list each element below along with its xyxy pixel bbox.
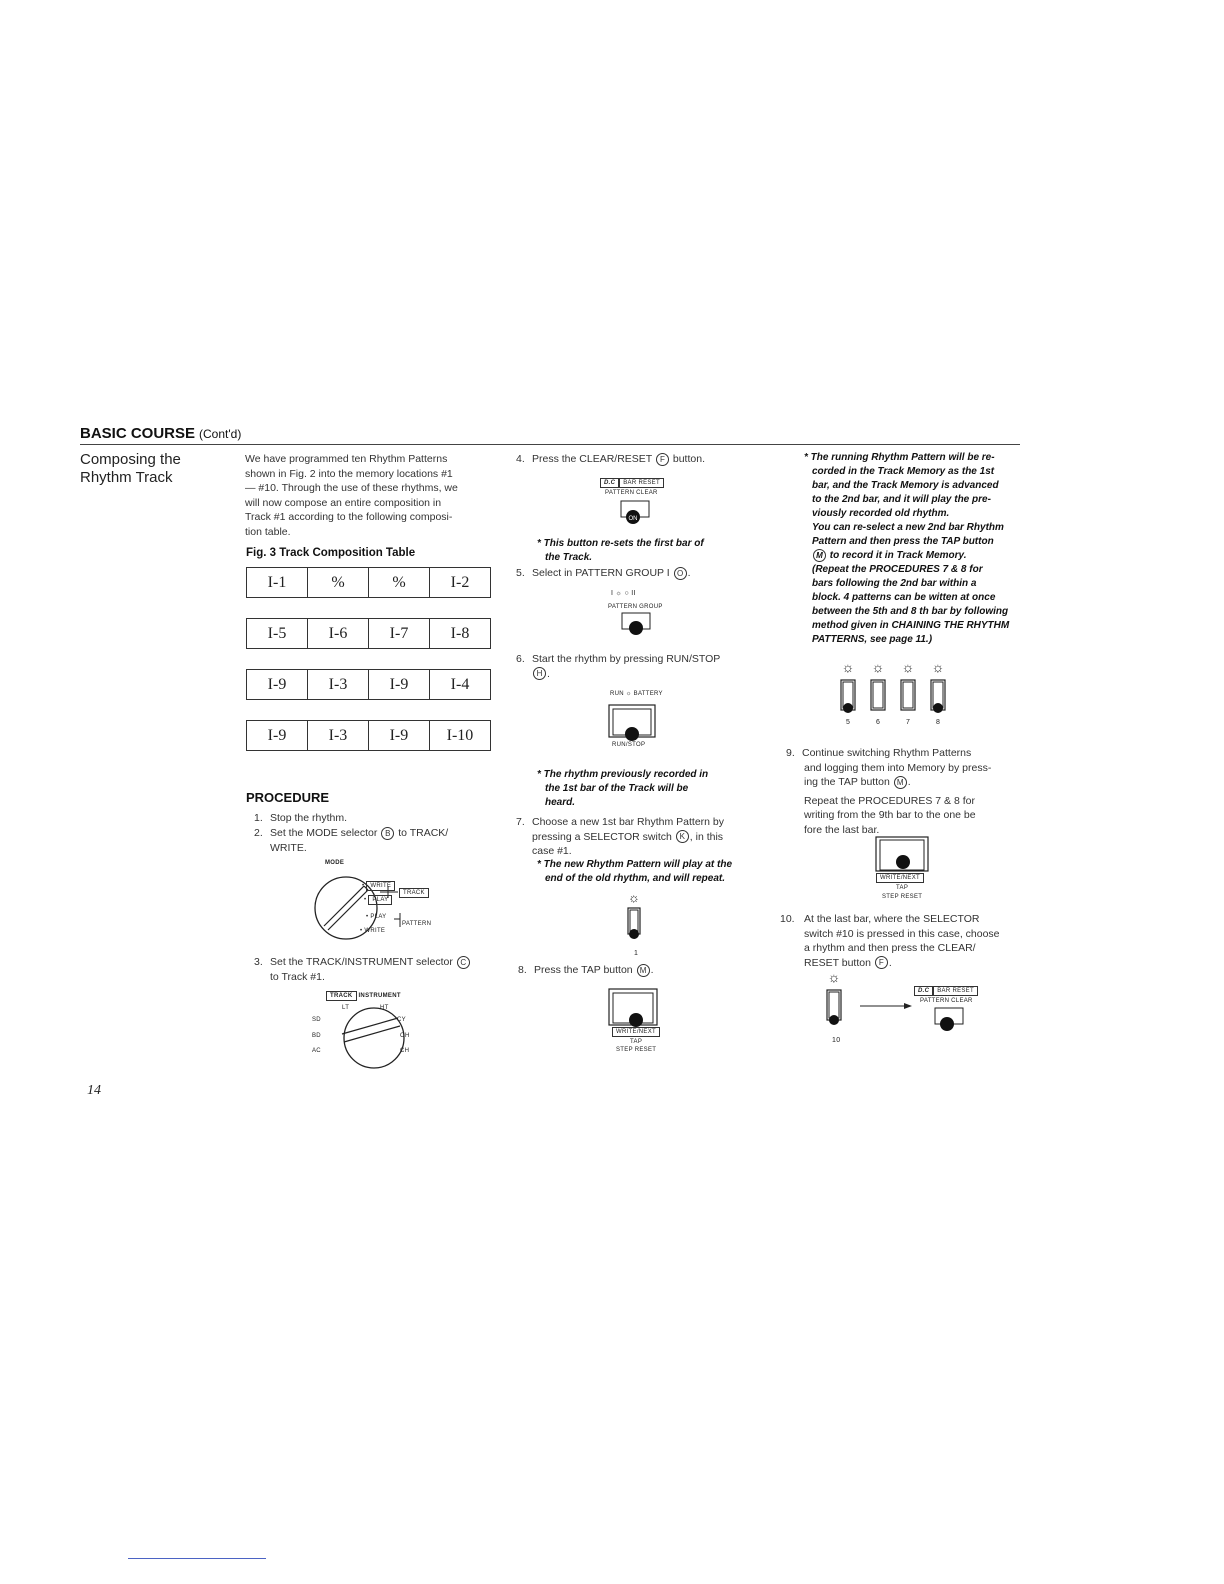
svg-text:☼: ☼ bbox=[871, 659, 885, 675]
note-line: * This button re-sets the first bar of bbox=[537, 538, 704, 549]
letter-c-badge: C bbox=[457, 956, 470, 969]
intro-line: will now compose an entire composition in bbox=[245, 496, 442, 509]
note-4 bbox=[537, 537, 704, 565]
intro-line: shown in Fig. 2 into the memory locations #1 bbox=[245, 467, 453, 480]
letter-m-badge: M bbox=[637, 964, 650, 977]
step-4: 4. Press the CLEAR/RESET F button. bbox=[516, 453, 705, 465]
step-text: Start the rhythm by pressing RUN/STOP bbox=[532, 653, 721, 665]
svg-text:☼: ☼ bbox=[827, 969, 841, 985]
on-text: ON bbox=[628, 516, 638, 522]
note-line: * The new Rhythm Pattern will play at the bbox=[537, 859, 733, 870]
step-text: WRITE. bbox=[270, 841, 307, 854]
composition-row-2 bbox=[246, 618, 491, 649]
step-text: button. bbox=[672, 453, 705, 465]
composition-row-1 bbox=[246, 567, 491, 598]
pattern-clear-label: PATTERN CLEAR bbox=[605, 490, 658, 496]
step-text: , in this bbox=[689, 830, 724, 843]
table-cell: % bbox=[368, 568, 429, 598]
selector-switches-5-8-icon bbox=[836, 658, 956, 720]
battery-label: BATTERY bbox=[633, 691, 663, 697]
dc-box: D.C bbox=[600, 478, 619, 488]
table-cell: I-9 bbox=[368, 721, 429, 751]
bar-reset-box: BAR RESET bbox=[619, 478, 664, 488]
step-5: 5. Select in PATTERN GROUP I O . bbox=[516, 567, 691, 579]
table-cell: I-5 bbox=[247, 619, 308, 649]
letter-f-badge: F bbox=[875, 956, 888, 969]
write-pattern-label: • WRITE bbox=[360, 928, 386, 934]
tap-label: TAP bbox=[630, 1039, 643, 1045]
pattern-group-label: PATTERN GROUP bbox=[608, 604, 663, 610]
table-cell: I-9 bbox=[247, 721, 308, 751]
pattern-group-indicators: I ☼ ○ II bbox=[611, 590, 636, 597]
note-6 bbox=[537, 768, 708, 810]
step-6: 6. Start the rhythm by pressing RUN/STOP H . bbox=[516, 653, 721, 680]
letter-o-badge: O bbox=[674, 567, 687, 580]
table-cell: I-3 bbox=[308, 670, 369, 700]
step-text: Set the TRACK/INSTRUMENT selector bbox=[270, 956, 453, 968]
note-line: bars following the 2nd bar within a bbox=[812, 578, 977, 590]
instrument-title bbox=[326, 991, 401, 1001]
oh-label: OH bbox=[400, 1033, 410, 1039]
cy-label: CY bbox=[397, 1017, 406, 1023]
run-label: RUN bbox=[610, 691, 624, 697]
step-line: Repeat the PROCEDURES 7 & 8 for bbox=[804, 794, 975, 807]
table-cell: I-7 bbox=[369, 619, 430, 649]
dc-box: D.C bbox=[914, 986, 933, 996]
instrument-selector-diagram bbox=[336, 1006, 416, 1072]
note-line: block. 4 patterns can be witten at once bbox=[812, 592, 996, 604]
step-9 bbox=[786, 746, 991, 837]
ht-label: HT bbox=[380, 1005, 389, 1011]
step-8: 8. Press the TAP button M . bbox=[518, 964, 654, 976]
run-battery-label: RUN ☼ BATTERY bbox=[610, 691, 663, 697]
page-number: 14 bbox=[87, 1083, 101, 1098]
intro-line: tion table. bbox=[245, 525, 291, 538]
table-cell: I-2 bbox=[430, 568, 491, 598]
run-stop-label: RUN/STOP bbox=[612, 742, 646, 748]
note-line: * The running Rhythm Pattern will be re- bbox=[804, 452, 995, 463]
step-line: fore the last bar. bbox=[804, 823, 880, 836]
step-line: and logging them into Memory by press- bbox=[804, 761, 992, 774]
mode-label: MODE bbox=[325, 860, 345, 866]
svg-text:☼: ☼ bbox=[841, 659, 855, 675]
selector-switch-5 bbox=[841, 659, 855, 713]
ch-label: CH bbox=[400, 1048, 410, 1054]
note-7 bbox=[537, 858, 732, 886]
step-text: Choose a new 1st bar Rhythm Pattern by bbox=[532, 816, 725, 828]
step-text: RESET button bbox=[804, 956, 871, 969]
instrument-label: INSTRUMENT bbox=[358, 993, 401, 999]
step-text: pressing a SELECTOR switch bbox=[532, 830, 672, 843]
note-line: Pattern and then press the TAP button bbox=[812, 536, 994, 547]
note-line: viously recorded old rhythm. bbox=[812, 508, 950, 519]
step-text: Press the CLEAR/RESET bbox=[532, 453, 653, 465]
bd-label: BD bbox=[312, 1033, 321, 1039]
composition-row-3 bbox=[246, 669, 491, 700]
step-text: Press the TAP button bbox=[534, 964, 633, 976]
step-text: ing the TAP button bbox=[804, 776, 890, 788]
selector-switch-1-icon bbox=[622, 890, 646, 958]
dc-bar-reset-label bbox=[600, 478, 664, 488]
table-cell: I-6 bbox=[308, 619, 369, 649]
note-line: bar, and the Track Memory is advanced bbox=[812, 480, 999, 491]
note-line: end of the old rhythm, and will repeat. bbox=[545, 873, 726, 884]
note-line: corded in the Track Memory as the 1st bbox=[812, 466, 995, 477]
letter-h-badge: H bbox=[533, 667, 546, 680]
note-line: between the 5th and 8 th bar by following bbox=[812, 606, 1009, 618]
footer-line bbox=[128, 1558, 266, 1559]
header-rule bbox=[80, 444, 1020, 445]
sd-label: SD bbox=[312, 1017, 321, 1023]
step-1: 1. Stop the rhythm. bbox=[254, 812, 348, 824]
step-3: 3. Set the TRACK/INSTRUMENT selector C to Track #1. bbox=[254, 955, 471, 984]
table-cell: I-9 bbox=[247, 670, 308, 700]
page-header bbox=[80, 425, 241, 442]
step-line: a rhythm and then press the CLEAR/ bbox=[804, 942, 976, 954]
intro-line: — #10. Through the use of these rhythms, we bbox=[245, 482, 458, 494]
procedure-title: PROCEDURE bbox=[246, 790, 330, 805]
note-line bbox=[804, 549, 1009, 563]
track-box: TRACK bbox=[326, 991, 357, 1001]
lt-label: LT bbox=[342, 1005, 350, 1011]
step-text: case #1. bbox=[532, 845, 572, 857]
note-line: the 1st bar of the Track will be bbox=[545, 783, 689, 794]
write-box: WRITE bbox=[366, 881, 395, 891]
letter-m-badge: M bbox=[813, 549, 826, 562]
write-label: • WRITE bbox=[362, 881, 395, 891]
letter-k-badge: K bbox=[676, 830, 689, 843]
note-line: (Repeat the PROCEDURES 7 & 8 for bbox=[812, 564, 983, 576]
svg-text:☼: ☼ bbox=[901, 659, 915, 675]
note-8 bbox=[804, 451, 1009, 647]
selector-6-number: 6 bbox=[876, 719, 881, 726]
step-text: to Track #1. bbox=[270, 970, 325, 983]
selector-7-number: 7 bbox=[906, 719, 911, 726]
step-10 bbox=[780, 912, 1000, 970]
step-text: At the last bar, where the SELECTOR bbox=[804, 913, 980, 925]
play-pattern-label: • PLAY bbox=[366, 914, 387, 920]
table-cell: % bbox=[307, 568, 368, 598]
selector-8-number: 8 bbox=[936, 719, 941, 726]
clear-reset-button-icon bbox=[618, 500, 652, 526]
step-line: ing the TAP button M . bbox=[804, 776, 911, 788]
intro-line: We have programmed ten Rhythm Patterns bbox=[245, 453, 448, 465]
step-line: switch #10 is pressed in this case, choose bbox=[804, 927, 1000, 940]
play-text: PLAY bbox=[370, 914, 387, 920]
selector-switch-6 bbox=[871, 659, 885, 710]
step-text: Set the MODE selector bbox=[270, 827, 378, 839]
table-cell: I-10 bbox=[429, 721, 490, 751]
step-line: RESET button F . bbox=[804, 956, 892, 969]
pattern-clear-label-2: PATTERN CLEAR bbox=[920, 998, 973, 1004]
header-sub: (Cont'd) bbox=[199, 427, 242, 441]
header-title: BASIC COURSE bbox=[80, 425, 196, 442]
step-2: 2. Set the MODE selector B to TRACK/ WRITE. bbox=[254, 827, 449, 854]
selector-5-number: 5 bbox=[846, 719, 851, 726]
track-box-label bbox=[399, 888, 429, 898]
selector-switch-7 bbox=[901, 659, 915, 710]
write-next-label-2 bbox=[876, 873, 924, 883]
table-cell: I-3 bbox=[307, 721, 368, 751]
run-stop-button-icon bbox=[607, 704, 657, 742]
note-line: the Track. bbox=[545, 552, 593, 563]
write-text: WRITE bbox=[364, 928, 386, 934]
step-7: 7. Choose a new 1st bar Rhythm Pattern by pressing a SELECTOR switch K , in this case #1. bbox=[516, 816, 725, 857]
step-line: 9. Continue switching Rhythm Patterns bbox=[786, 747, 972, 759]
selector-switch-8 bbox=[931, 659, 945, 713]
note-line: * The rhythm previously recorded in bbox=[537, 769, 709, 780]
pattern-label: PATTERN bbox=[402, 921, 432, 927]
tap-button-icon bbox=[607, 988, 659, 1030]
bar-reset-box: BAR RESET bbox=[933, 986, 978, 996]
write-next-label bbox=[612, 1027, 660, 1037]
note-line: to the 2nd bar, and it will play the pre- bbox=[812, 494, 991, 505]
note-text: to record it in Track Memory. bbox=[829, 550, 967, 562]
section-title-line1: Composing the bbox=[80, 451, 181, 468]
section-title bbox=[80, 451, 181, 487]
svg-text:☼: ☼ bbox=[628, 890, 640, 905]
section-title-line2: Rhythm Track bbox=[80, 469, 173, 486]
write-next-box: WRITE/NEXT bbox=[876, 873, 924, 883]
step-text: to TRACK/ bbox=[398, 827, 449, 839]
pattern-group-button-icon bbox=[620, 612, 654, 638]
step-reset-label: STEP RESET bbox=[616, 1047, 657, 1053]
group-ii-label: II bbox=[631, 590, 636, 597]
note-line: heard. bbox=[545, 797, 576, 808]
step-text: Stop the rhythm. bbox=[270, 812, 348, 824]
step-text: Select in PATTERN GROUP I bbox=[532, 567, 670, 579]
table-cell: I-1 bbox=[247, 568, 308, 598]
selector-10-number: 10 bbox=[832, 1037, 841, 1044]
track-box: TRACK bbox=[399, 888, 429, 898]
composition-row-4 bbox=[246, 720, 491, 751]
svg-text:☼: ☼ bbox=[931, 659, 945, 675]
tap-label-2: TAP bbox=[896, 885, 909, 891]
note-line: You can re-select a new 2nd bar Rhythm bbox=[812, 522, 1004, 533]
group-i-label: I bbox=[611, 590, 614, 597]
dc-bar-reset-label-2 bbox=[914, 986, 978, 996]
table-cell: I-9 bbox=[369, 670, 430, 700]
play-box: PLAY bbox=[368, 895, 392, 905]
write-next-box: WRITE/NEXT bbox=[612, 1027, 660, 1037]
step-reset-label-2: STEP RESET bbox=[882, 894, 923, 900]
letter-m-badge: M bbox=[894, 776, 907, 789]
note-line: method given in CHAINING THE RHYTHM bbox=[812, 620, 1010, 632]
table-cell: I-8 bbox=[430, 619, 491, 649]
step-line: 10. At the last bar, where the SELECTOR bbox=[780, 913, 980, 925]
intro-line: Track #1 according to the following composi- bbox=[245, 511, 453, 523]
selector-1-number: 1 bbox=[634, 950, 639, 957]
intro-paragraph bbox=[245, 452, 458, 539]
clear-reset-button-icon-2 bbox=[932, 1007, 966, 1033]
note-line: PATTERNS, see page 11.) bbox=[812, 634, 933, 646]
tap-button-icon-2 bbox=[874, 836, 930, 874]
play-label: • PLAY bbox=[364, 895, 392, 905]
step-text: Continue switching Rhythm Patterns bbox=[802, 747, 972, 759]
selector-10-to-clear-diagram bbox=[820, 968, 940, 1040]
table-cell: I-4 bbox=[430, 670, 491, 700]
ac-label: AC bbox=[312, 1048, 321, 1054]
letter-b-badge: B bbox=[381, 827, 394, 840]
letter-f-badge: F bbox=[656, 453, 669, 466]
step-line: writing from the 9th bar to the one be bbox=[804, 809, 976, 821]
figure-caption: Fig. 3 Track Composition Table bbox=[246, 547, 416, 559]
